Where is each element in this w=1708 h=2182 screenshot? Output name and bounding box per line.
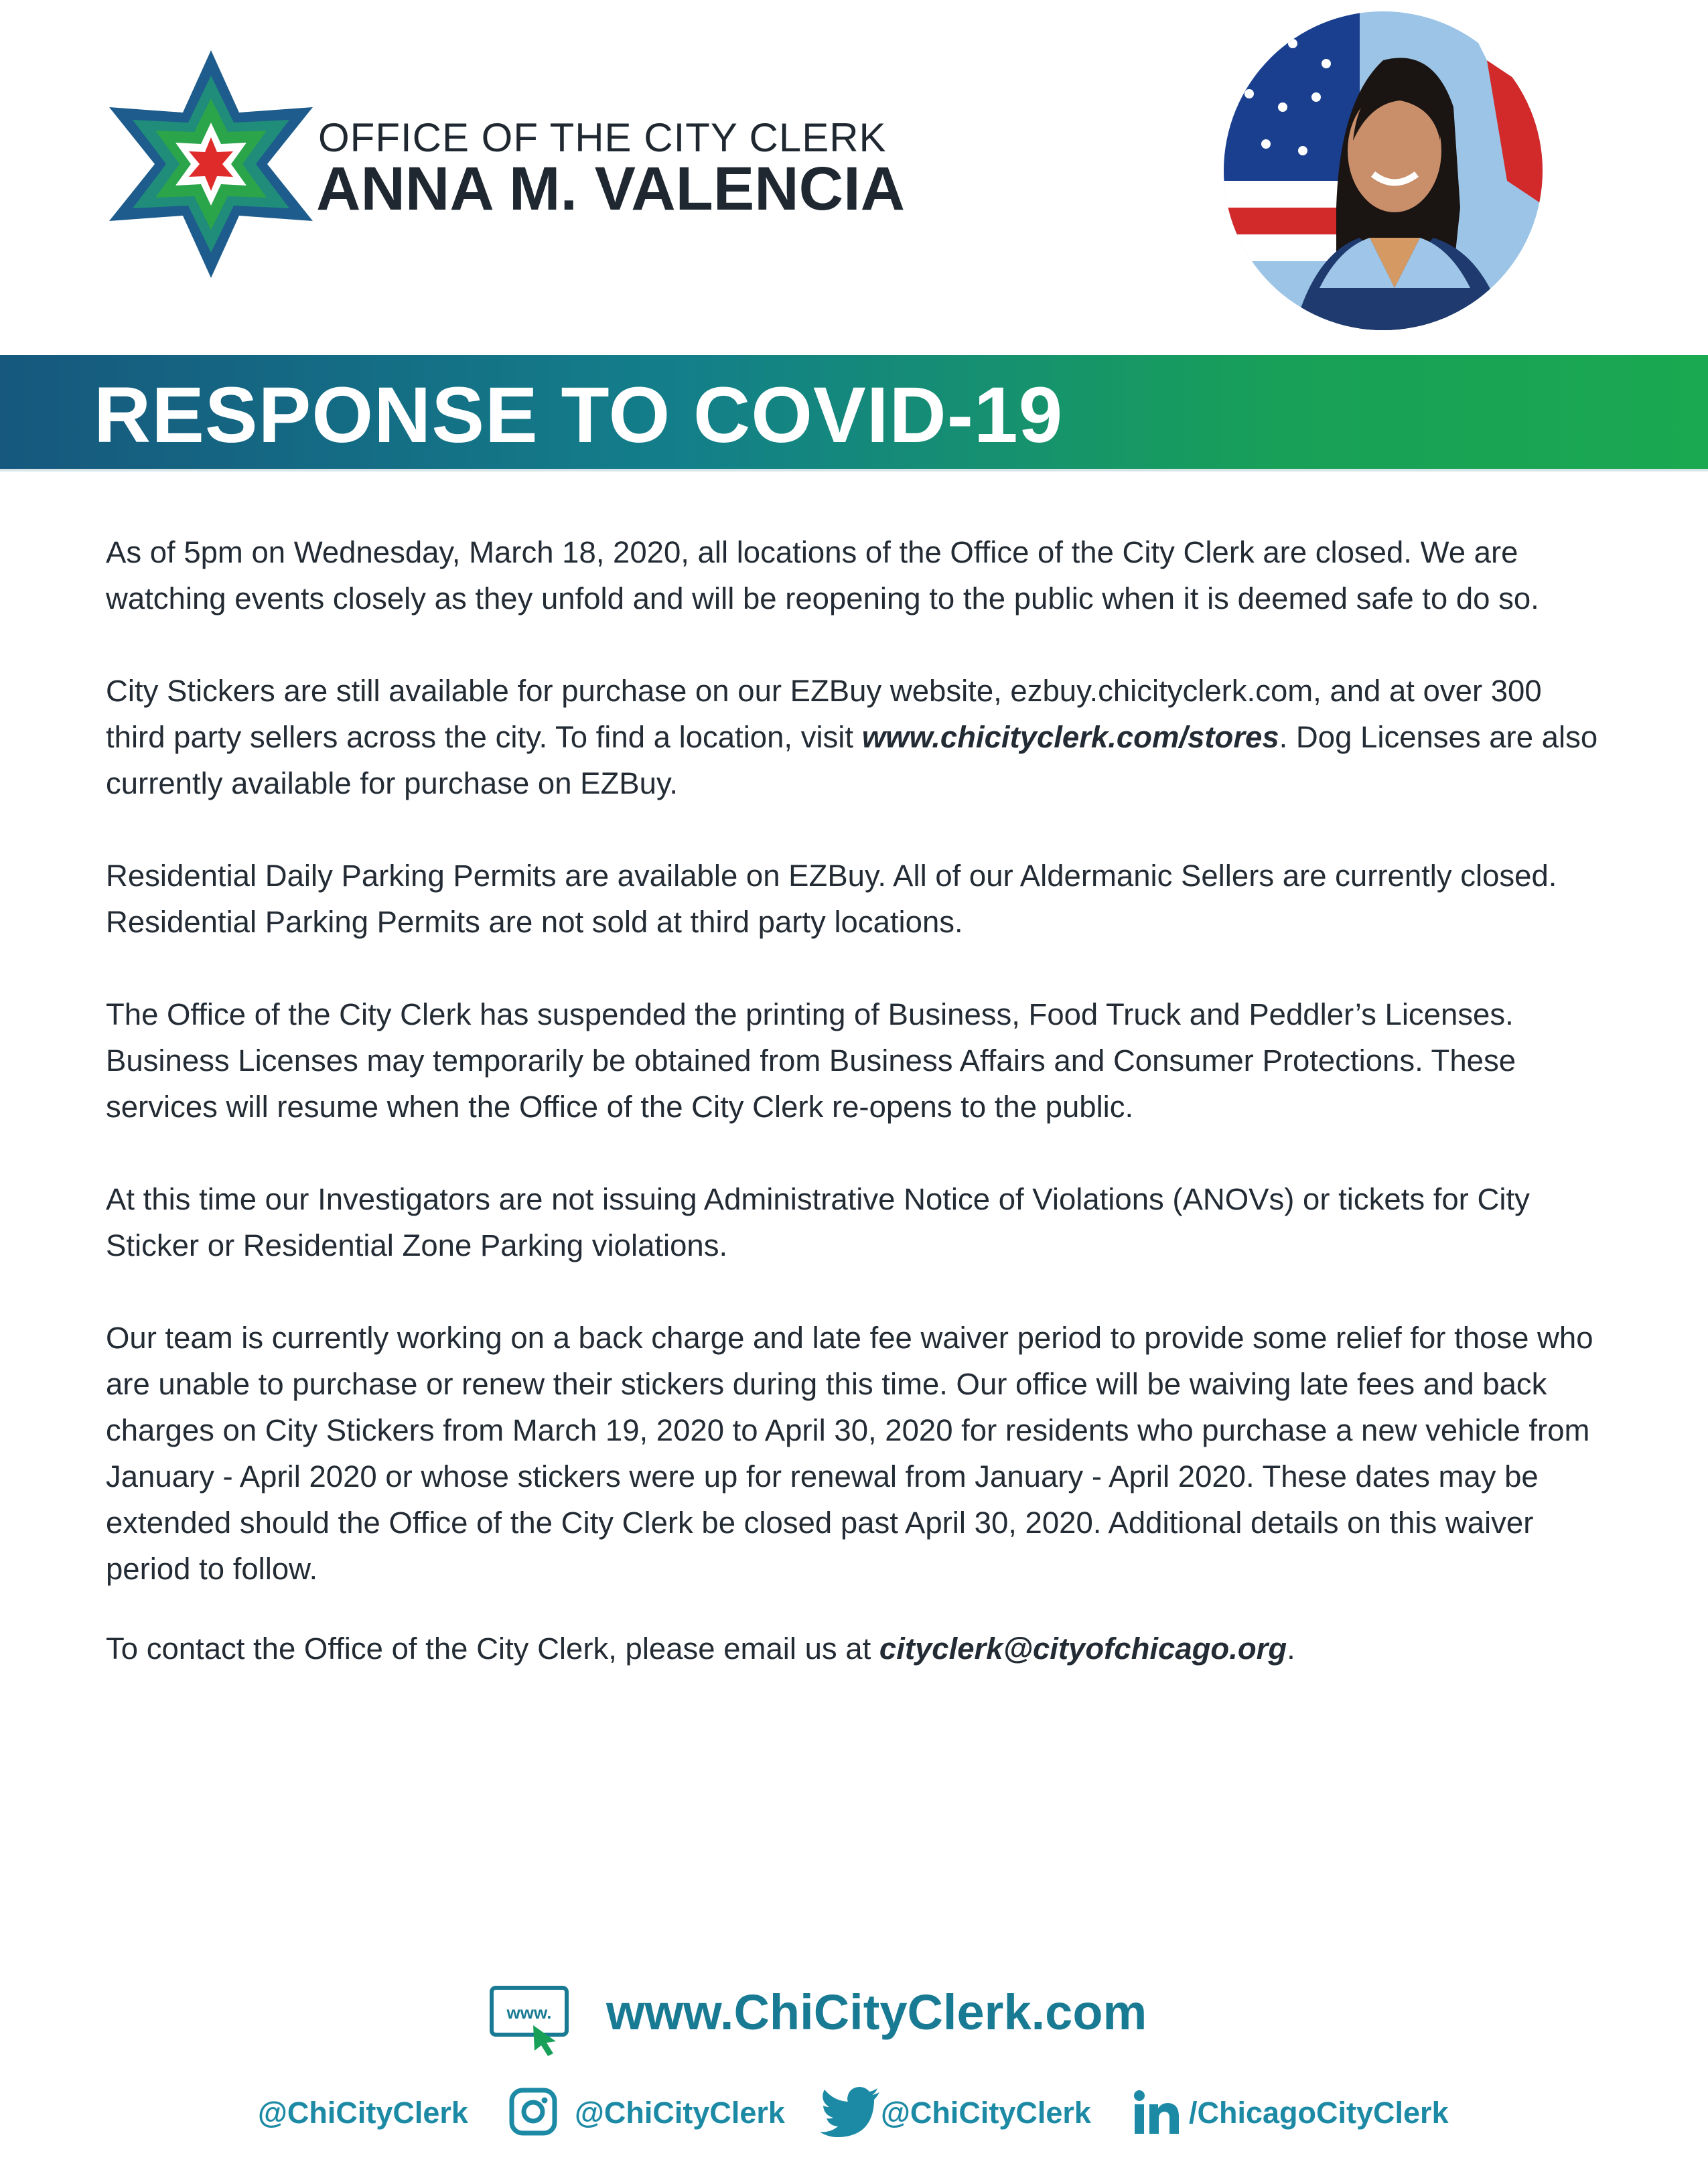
paragraph-parking-permits: Residential Daily Parking Permits are available on EZBuy. All of our Aldermanic Sellers are currently closed. Residential Parking Permits are not sold at third party locations.	[106, 859, 1557, 939]
stickers-text-before: City Stickers are still available for purchase on our EZBuy website, ezbuy.chicityclerk.com, and at over 300 third party sellers across the city. To find a location, visit	[106, 674, 1542, 754]
paragraph-fee-waiver: Our team is currently working on a back charge and late fee waiver period to provide some relief for those who are unable to purchase or renew their stickers during this time. Our office will be waiving late fees and back charges on City Stickers from March 19, 2020 to April 30, 2020 for residents who purchase a new vehicle from January - April 2020 or whose stickers were up for renewal from January - April 2020. These dates may be extended should the Office of the City Clerk be closed past April 30, 2020. Additional details on this waiver period to follow.	[106, 1321, 1593, 1586]
stores-link[interactable]: www.chicityclerk.com/stores	[861, 720, 1279, 754]
clerk-portrait-photo	[1219, 7, 1547, 335]
paragraph-business-licenses: The Office of the City Clerk has suspended the printing of Business, Food Truck and Peddler’s Licenses. Business Licenses may temporarily be obtained from Business Affairs and Consumer Protections. These services will resume when the Office of the City Clerk re-opens to the public.	[106, 997, 1516, 1124]
contact-email-link[interactable]: cityclerk@cityofchicago.org	[879, 1631, 1287, 1666]
facebook-handle[interactable]: @ChiCityClerk	[258, 2096, 468, 2130]
contact-text-after: .	[1287, 1631, 1295, 1666]
paragraph-investigators: At this time our Investigators are not issuing Administrative Notice of Violations (ANOVs) or tickets for City Sticker or Residential Zone Parking violations.	[106, 1182, 1530, 1262]
website-icon	[489, 1984, 576, 2057]
city-clerk-star-logo	[100, 50, 322, 278]
clerk-name: ANNA M. VALENCIA	[316, 155, 906, 223]
paragraph-contact	[106, 1625, 1606, 1672]
instagram-handle[interactable]: @ChiCityClerk	[575, 2096, 785, 2130]
contact-text-before: To contact the Office of the City Clerk, please email us at	[106, 1631, 879, 1666]
twitter-icon	[821, 2086, 881, 2137]
banner-divider	[0, 469, 1708, 471]
instagram-icon	[509, 2088, 557, 2136]
linkedin-icon	[1133, 2090, 1180, 2135]
page-title: RESPONSE TO COVID-19	[94, 371, 1064, 459]
twitter-handle[interactable]: @ChiCityClerk	[881, 2096, 1091, 2130]
paragraph-city-stickers	[106, 668, 1606, 806]
notice-body	[106, 529, 1606, 1718]
stickers-text-after: . Dog Licenses are also currently available for purchase on EZBuy.	[106, 720, 1598, 800]
www-icon-text: www.	[506, 2003, 552, 2023]
website-url[interactable]: www.ChiCityClerk.com	[606, 1984, 1147, 2040]
office-title: OFFICE OF THE CITY CLERK	[318, 115, 887, 160]
linkedin-handle[interactable]: /ChicagoCityClerk	[1189, 2096, 1449, 2130]
paragraph-closure: As of 5pm on Wednesday, March 18, 2020, all locations of the Office of the City Clerk are closed. We are watching events closely as they unfold and will be reopening to the public when it is deemed safe to do so.	[106, 535, 1539, 615]
